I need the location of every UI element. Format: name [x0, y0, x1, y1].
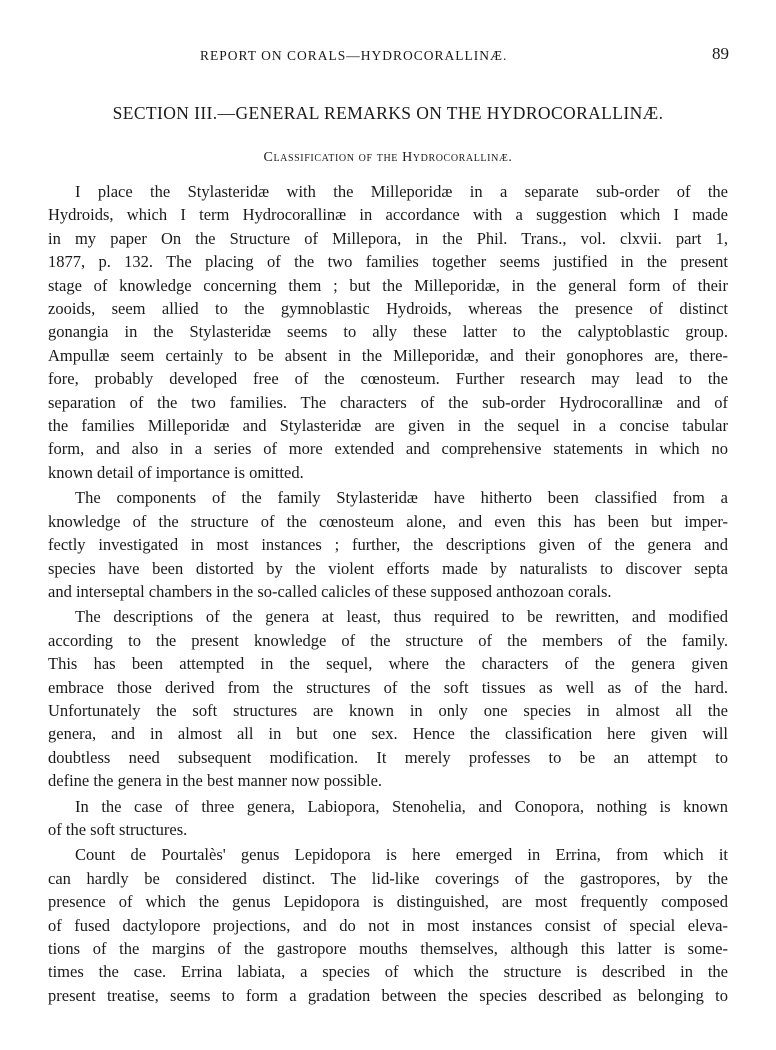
- paragraph: [48, 795, 728, 842]
- text-line: The components of the family Stylasteridæ have hitherto been classified from a: [75, 488, 728, 508]
- subheading: Classification of the Hydrocorallinæ.: [263, 150, 513, 165]
- text-line: zooids, seem allied to the gymnoblastic Hydroids, whereas the presence of distinct: [48, 299, 728, 319]
- text-line: stage of knowledge concerning them ; but the Milleporidæ, in the general form of their: [48, 275, 728, 295]
- paragraph: [48, 180, 728, 484]
- text-line: according to the present knowledge of the structure of the members of the family.: [48, 630, 728, 650]
- text-line: tions of the margins of the gastropore mouths themselves, although this latter is some-: [48, 939, 728, 958]
- text-line: Hydroids, which I term Hydrocorallinæ in accordance with a suggestion which I made: [48, 205, 728, 225]
- text-line: gonangia in the Stylasteridæ seems to ally these latter to the calyptoblastic group.: [48, 322, 728, 342]
- text-line: 1877, p. 132. The placing of the two families together seems justified in the present: [48, 252, 728, 272]
- text-line: Count de Pourtalès' genus Lepidopora is here emerged in Errina, from which it: [75, 845, 728, 865]
- text-line: This has been attempted in the sequel, where the characters of the genera given: [48, 654, 728, 674]
- text-line: and interseptal chambers in the so-called calicles of these supposed anthozoan corals.: [48, 581, 612, 601]
- text-line: fectly investigated in most instances ; further, the descriptions given of the genera and: [48, 535, 728, 555]
- paragraph: [48, 486, 728, 603]
- text-line: species have been distorted by the violent efforts made by naturalists to discover septa: [48, 558, 728, 578]
- text-line: define the genera in the best manner now possible.: [48, 771, 383, 791]
- text-line: times the case. Errina labiata, a species of which the structure is described in the: [48, 962, 728, 982]
- page-number: 89: [712, 44, 729, 63]
- text-line: in my paper On the Structure of Millepora, in the Phil. Trans., vol. clxvii. part 1,: [48, 228, 728, 248]
- text-line: the families Milleporidæ and Stylasteridæ are given in the sequel in a concise tabular: [48, 416, 728, 436]
- text-line: embrace those derived from the structures of the soft tissues as well as of the hard.: [48, 677, 728, 697]
- text-line: I place the Stylasteridæ with the Milleporidæ in a separate sub-order of the: [75, 182, 728, 201]
- paragraph: [48, 605, 728, 792]
- text-line: of fused dactylopore projections, and do not in most instances consist of special eleva-: [48, 915, 728, 935]
- text-line: separation of the two families. The characters of the sub-order Hydrocorallinæ and of: [48, 392, 728, 412]
- text-line: presence of which the genus Lepidopora is distinguished, are most frequently composed: [48, 892, 728, 912]
- text-line: The descriptions of the genera at least, thus required to be rewritten, and modified: [75, 607, 728, 627]
- text-line: fore, probably developed free of the cœnosteum. Further research may lead to the: [48, 369, 728, 389]
- text-line: known detail of importance is omitted.: [48, 462, 304, 482]
- text-line: present treatise, seems to form a gradation between the species described as belonging to: [48, 985, 728, 1005]
- text-line: of the soft structures.: [48, 819, 188, 839]
- text-line: Unfortunately the soft structures are known in only one species in almost all the: [48, 700, 728, 720]
- running-title: REPORT ON CORALS—HYDROCORALLINÆ.: [200, 48, 508, 63]
- paragraph: [48, 843, 728, 1007]
- text-line: knowledge of the structure of the cœnosteum alone, and even this has been but imper-: [48, 511, 728, 531]
- body-text: [48, 180, 728, 1007]
- text-line: genera, and in almost all in but one sex. Hence the classification here given will: [48, 724, 728, 744]
- section-heading: SECTION III.—GENERAL REMARKS ON THE HYDROCORALLINÆ.: [112, 103, 664, 123]
- text-line: form, and also in a series of more extended and comprehensive statements in which no: [48, 439, 728, 459]
- text-line: can hardly be considered distinct. The lid-like coverings of the gastropores, by the: [48, 868, 728, 888]
- text-line: doubtless need subsequent modification. It merely professes to be an attempt to: [48, 747, 728, 767]
- text-line: In the case of three genera, Labiopora, Stenohelia, and Conopora, nothing is known: [75, 796, 728, 816]
- text-line: Ampullæ seem certainly to be absent in the Milleporidæ, and their gonophores are, there-: [48, 345, 728, 365]
